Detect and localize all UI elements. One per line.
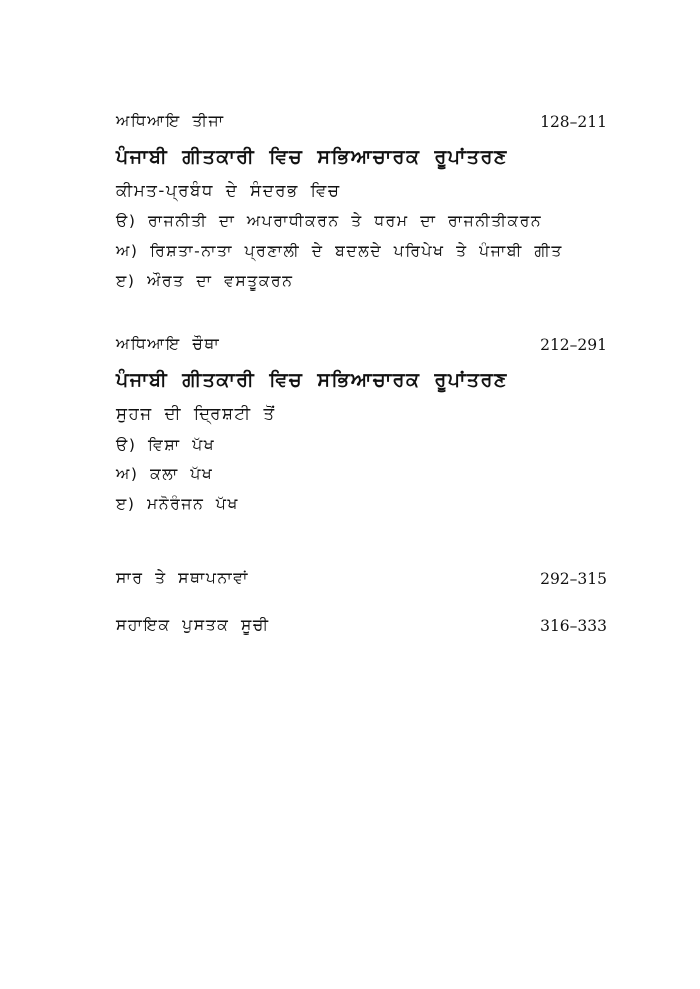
chapter-3-title: ਪੰਜਾਬੀ ਗੀਤਕਾਰੀ ਵਿਚ ਸਭਿਆਚਾਰਕ ਰੂਪਾਂਤਰਣ [116,146,508,168]
chapter-4-subtitle: ਸੁਹਜ ਦੀ ਦ੍ਰਿਸ਼ਟੀ ਤੋਂ [116,404,276,423]
chapter-3-item-1: ੳ) ਰਾਜਨੀਤੀ ਦਾ ਅਪਰਾਧੀਕਰਨ ਤੇ ਧਰਮ ਦਾ ਰਾਜਨੀਤੀਕਰਨ [116,212,543,230]
bibliography-pages: 316–333 [540,617,607,635]
bibliography-label: ਸਹਾਇਕ ਪੁਸਤਕ ਸੂਚੀ [116,616,270,634]
chapter-3-pages: 128–211 [540,113,607,131]
chapter-3-subtitle: ਕੀਮਤ-ਪ੍ਰਬੰਧ ਦੇ ਸੰਦਰਭ ਵਿਚ [116,181,341,200]
chapter-4-item-3: ੲ) ਮਨੋਰੰਜਨ ਪੱਖ [116,495,239,513]
conclusion-pages: 292–315 [540,570,607,588]
chapter-3-item-2: ਅ) ਰਿਸ਼ਤਾ-ਨਾਤਾ ਪ੍ਰਣਾਲੀ ਦੇ ਬਦਲਦੇ ਪਰਿਪੇਖ ਤੇ ਪੰਜਾਬੀ ਗੀਤ [116,242,563,260]
chapter-3-item-3: ੲ) ਔਰਤ ਦਾ ਵਸਤੂਕਰਨ [116,272,294,290]
conclusion-label: ਸਾਰ ਤੇ ਸਥਾਪਨਾਵਾਂ [116,569,249,587]
chapter-4-title: ਪੰਜਾਬੀ ਗੀਤਕਾਰੀ ਵਿਚ ਸਭਿਆਚਾਰਕ ਰੂਪਾਂਤਰਣ [116,369,508,391]
chapter-3-heading: ਅਧਿਆਇ ਤੀਜਾ [116,112,225,130]
chapter-4-pages: 212–291 [540,336,607,354]
chapter-4-item-1: ੳ) ਵਿਸ਼ਾ ਪੱਖ [116,436,216,454]
chapter-4-item-2: ਅ) ਕਲਾ ਪੱਖ [116,465,214,483]
chapter-4-heading: ਅਧਿਆਇ ਚੌਥਾ [116,335,221,353]
